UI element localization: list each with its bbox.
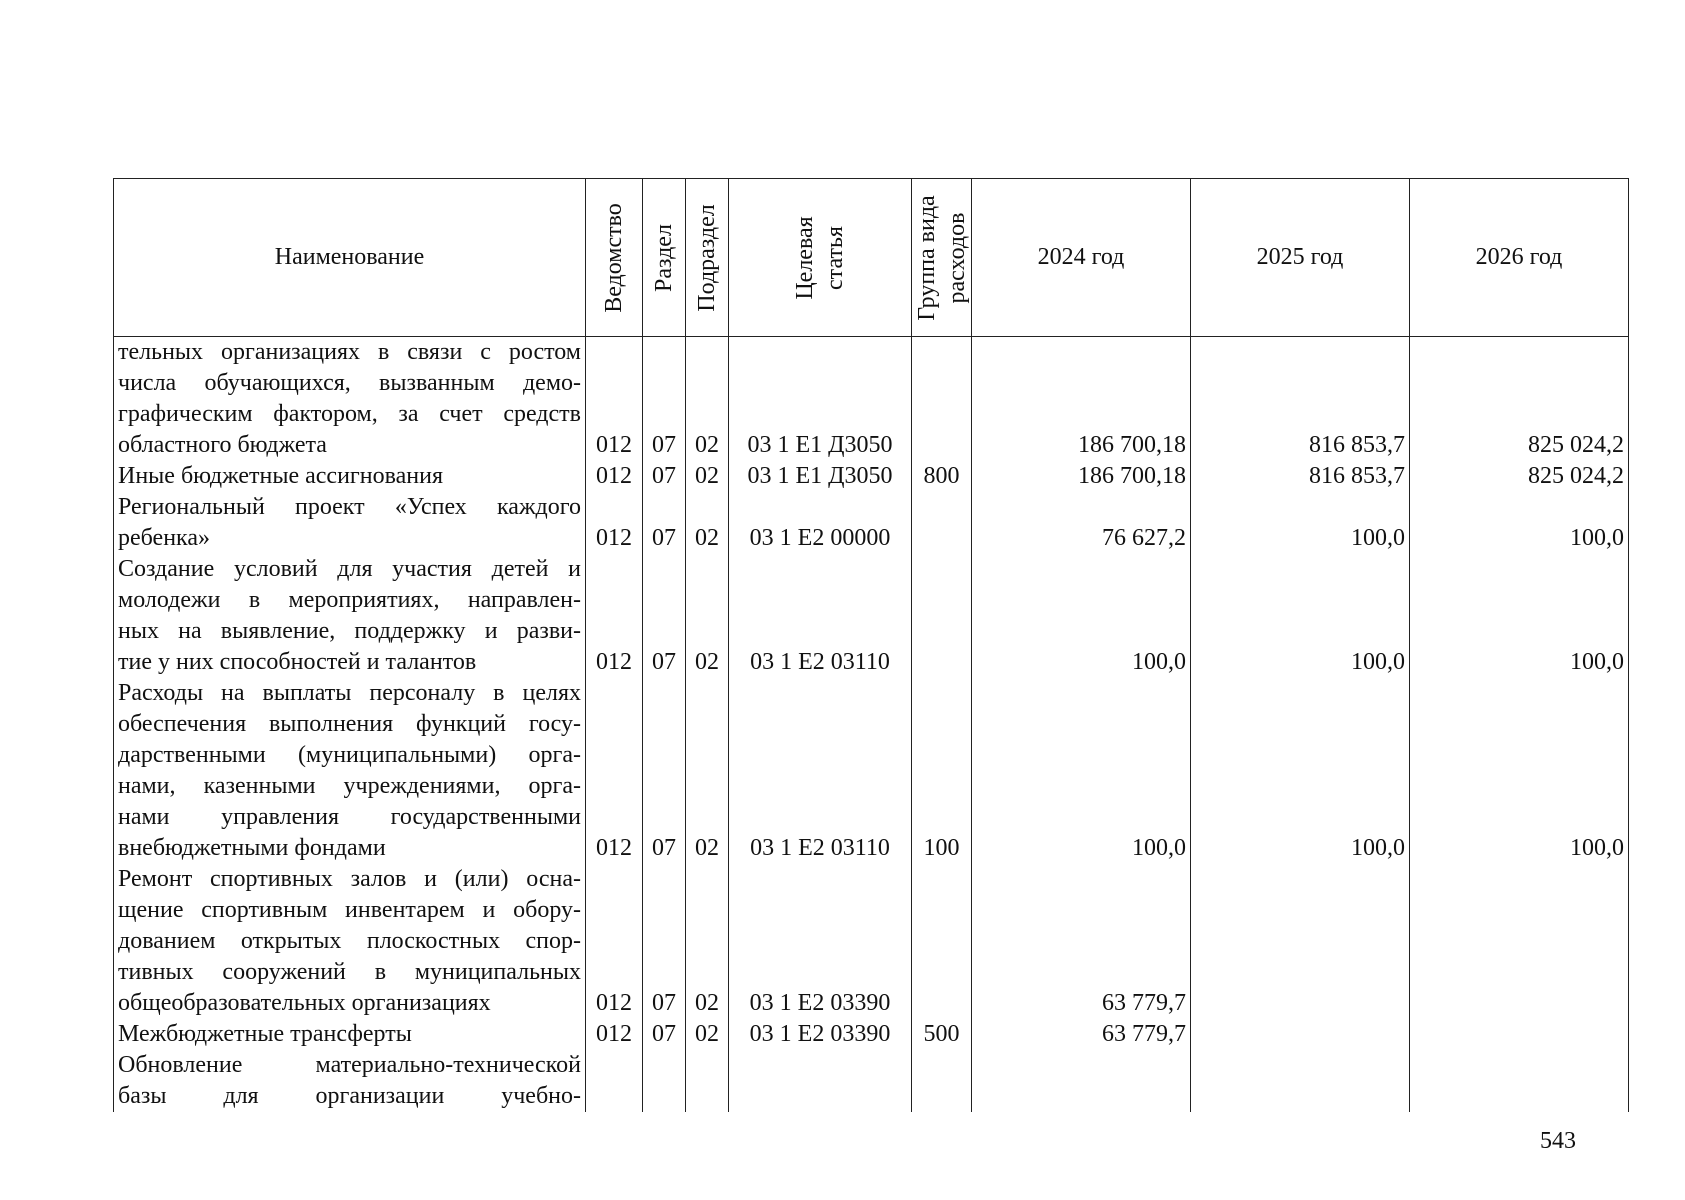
cell-razdel: 07 bbox=[643, 337, 686, 462]
table-row bbox=[114, 1050, 1629, 1112]
header-2026 bbox=[1410, 179, 1629, 337]
header-ved bbox=[586, 179, 643, 337]
cell-name-line: тивных сооружений в муниципальных bbox=[118, 959, 581, 985]
cell-name-line: числа обучающихся, вызванным демо- bbox=[118, 370, 581, 396]
cell-y2024: 63 779,7 bbox=[972, 864, 1191, 1019]
cell-podrazdel: 02 bbox=[686, 492, 729, 554]
cell-y2026 bbox=[1410, 1050, 1629, 1112]
cell-y2024 bbox=[972, 1050, 1191, 1112]
header-celevaya-label bbox=[790, 216, 850, 299]
cell-gruppa bbox=[912, 864, 972, 1019]
cell-y2025: 100,0 bbox=[1191, 492, 1410, 554]
header-podrazdel-label: Подраздел bbox=[694, 203, 720, 312]
header-gruppa-line2: расходов bbox=[943, 212, 970, 303]
cell-name-line: ных на выявление, поддержку и разви- bbox=[118, 618, 581, 644]
cell-ved: 012 bbox=[586, 492, 643, 554]
header-name bbox=[114, 179, 586, 337]
cell-ved: 012 bbox=[586, 864, 643, 1019]
cell-celevaya: 03 1 E1 Д3050 bbox=[729, 461, 912, 492]
cell-y2025: 100,0 bbox=[1191, 678, 1410, 864]
cell-podrazdel: 02 bbox=[686, 678, 729, 864]
cell-podrazdel: 02 bbox=[686, 337, 729, 462]
cell-name-line: ребенка» bbox=[118, 525, 210, 551]
cell-razdel: 07 bbox=[643, 461, 686, 492]
table-row bbox=[114, 1019, 1629, 1050]
cell-name-line: дованием открытых плоскостных спор- bbox=[118, 928, 581, 954]
cell-gruppa: 800 bbox=[912, 461, 972, 492]
cell-name-line: нами, казенными учреждениями, орга- bbox=[118, 773, 581, 799]
header-name-label: Наименование bbox=[274, 244, 425, 270]
cell-podrazdel: 02 bbox=[686, 461, 729, 492]
cell-ved bbox=[586, 1050, 643, 1112]
header-celevaya-line1: Целевая bbox=[792, 215, 818, 300]
cell-y2026: 825 024,2 bbox=[1410, 337, 1629, 462]
cell-name bbox=[114, 1050, 586, 1112]
cell-y2024: 100,0 bbox=[972, 678, 1191, 864]
cell-y2025 bbox=[1191, 864, 1410, 1019]
table-row bbox=[114, 678, 1629, 864]
cell-name-line: тельных организациях в связи с ростом bbox=[118, 339, 581, 365]
cell-y2026 bbox=[1410, 1019, 1629, 1050]
cell-y2026: 100,0 bbox=[1410, 492, 1629, 554]
cell-y2026 bbox=[1410, 864, 1629, 1019]
cell-y2024: 76 627,2 bbox=[972, 492, 1191, 554]
cell-name-line: тие у них способностей и талантов bbox=[118, 649, 477, 675]
cell-name bbox=[114, 492, 586, 554]
cell-celevaya: 03 1 E2 03110 bbox=[729, 678, 912, 864]
table-row bbox=[114, 864, 1629, 1019]
cell-razdel: 07 bbox=[643, 864, 686, 1019]
cell-ved: 012 bbox=[586, 337, 643, 462]
cell-y2024: 186 700,18 bbox=[972, 461, 1191, 492]
cell-name-line: областного бюджета bbox=[118, 432, 327, 458]
header-2024 bbox=[972, 179, 1191, 337]
cell-gruppa: 100 bbox=[912, 678, 972, 864]
header-2025-label: 2025 год bbox=[1256, 244, 1344, 270]
cell-ved: 012 bbox=[586, 554, 643, 678]
header-2024-label: 2024 год bbox=[1037, 244, 1125, 270]
cell-razdel: 07 bbox=[643, 554, 686, 678]
table-row bbox=[114, 492, 1629, 554]
cell-name-line: Региональный проект «Успех каждого bbox=[118, 494, 581, 520]
cell-celevaya: 03 1 E2 03110 bbox=[729, 554, 912, 678]
cell-name-line: дарственными (муниципальными) орга- bbox=[118, 742, 581, 768]
cell-y2026: 100,0 bbox=[1410, 678, 1629, 864]
cell-name-line: Обновление материально-технической bbox=[118, 1052, 581, 1078]
cell-y2024: 186 700,18 bbox=[972, 337, 1191, 462]
cell-name-line: щение спортивным инвентарем и обору- bbox=[118, 897, 581, 923]
cell-y2026: 100,0 bbox=[1410, 554, 1629, 678]
cell-podrazdel bbox=[686, 1050, 729, 1112]
header-2025 bbox=[1191, 179, 1410, 337]
cell-name-line: графическим фактором, за счет средств bbox=[118, 401, 581, 427]
cell-name-line: Расходы на выплаты персоналу в целях bbox=[118, 680, 581, 706]
cell-name-line: Иные бюджетные ассигнования bbox=[118, 463, 443, 489]
header-podrazdel bbox=[686, 179, 729, 337]
cell-name-line: базы для организации учебно- bbox=[118, 1083, 581, 1109]
cell-name bbox=[114, 337, 586, 462]
cell-name-line: Ремонт спортивных залов и (или) осна- bbox=[118, 866, 581, 892]
cell-name-line: Создание условий для участия детей и bbox=[118, 556, 581, 582]
cell-gruppa bbox=[912, 554, 972, 678]
cell-name-line: общеобразовательных организациях bbox=[118, 990, 491, 1016]
budget-table bbox=[113, 178, 1629, 1112]
cell-celevaya: 03 1 E2 03390 bbox=[729, 1019, 912, 1050]
cell-gruppa bbox=[912, 1050, 972, 1112]
cell-y2024: 63 779,7 bbox=[972, 1019, 1191, 1050]
cell-podrazdel: 02 bbox=[686, 1019, 729, 1050]
table-row bbox=[114, 461, 1629, 492]
table-body bbox=[114, 337, 1629, 1113]
cell-celevaya: 03 1 E1 Д3050 bbox=[729, 337, 912, 462]
cell-y2026: 825 024,2 bbox=[1410, 461, 1629, 492]
cell-y2025 bbox=[1191, 1050, 1410, 1112]
table-row bbox=[114, 337, 1629, 462]
header-gruppa bbox=[912, 179, 972, 337]
cell-podrazdel: 02 bbox=[686, 864, 729, 1019]
header-gruppa-line1: Группа вида bbox=[913, 194, 940, 321]
cell-y2025: 816 853,7 bbox=[1191, 337, 1410, 462]
cell-name-line: молодежи в мероприятиях, направлен- bbox=[118, 587, 581, 613]
cell-name bbox=[114, 678, 586, 864]
cell-ved: 012 bbox=[586, 1019, 643, 1050]
cell-y2025: 100,0 bbox=[1191, 554, 1410, 678]
cell-name-line: внебюджетными фондами bbox=[118, 835, 386, 861]
header-razdel bbox=[643, 179, 686, 337]
header-celevaya bbox=[729, 179, 912, 337]
cell-ved: 012 bbox=[586, 461, 643, 492]
cell-razdel bbox=[643, 1050, 686, 1112]
cell-gruppa bbox=[912, 337, 972, 462]
cell-razdel: 07 bbox=[643, 678, 686, 864]
cell-celevaya: 03 1 E2 03390 bbox=[729, 864, 912, 1019]
cell-name bbox=[114, 461, 586, 492]
cell-y2025: 816 853,7 bbox=[1191, 461, 1410, 492]
cell-gruppa bbox=[912, 492, 972, 554]
cell-y2024: 100,0 bbox=[972, 554, 1191, 678]
cell-ved: 012 bbox=[586, 678, 643, 864]
cell-name bbox=[114, 554, 586, 678]
cell-name-line: обеспечения выполнения функций госу- bbox=[118, 711, 581, 737]
cell-celevaya bbox=[729, 1050, 912, 1112]
header-gruppa-label bbox=[912, 195, 972, 320]
cell-name-line: Межбюджетные трансферты bbox=[118, 1021, 412, 1047]
cell-gruppa: 500 bbox=[912, 1019, 972, 1050]
cell-name-line: нами управления государственными bbox=[118, 804, 581, 830]
cell-name bbox=[114, 864, 586, 1019]
header-celevaya-line2: статья bbox=[822, 225, 848, 290]
cell-celevaya: 03 1 E2 00000 bbox=[729, 492, 912, 554]
table-header bbox=[114, 179, 1629, 337]
cell-razdel: 07 bbox=[643, 1019, 686, 1050]
cell-name bbox=[114, 1019, 586, 1050]
table-row bbox=[114, 554, 1629, 678]
header-razdel-label: Раздел bbox=[651, 223, 677, 292]
cell-y2025 bbox=[1191, 1019, 1410, 1050]
cell-razdel: 07 bbox=[643, 492, 686, 554]
header-2026-label: 2026 год bbox=[1475, 244, 1563, 270]
page-number: 543 bbox=[1540, 1128, 1576, 1154]
cell-podrazdel: 02 bbox=[686, 554, 729, 678]
header-ved-label: Ведомство bbox=[601, 202, 627, 313]
